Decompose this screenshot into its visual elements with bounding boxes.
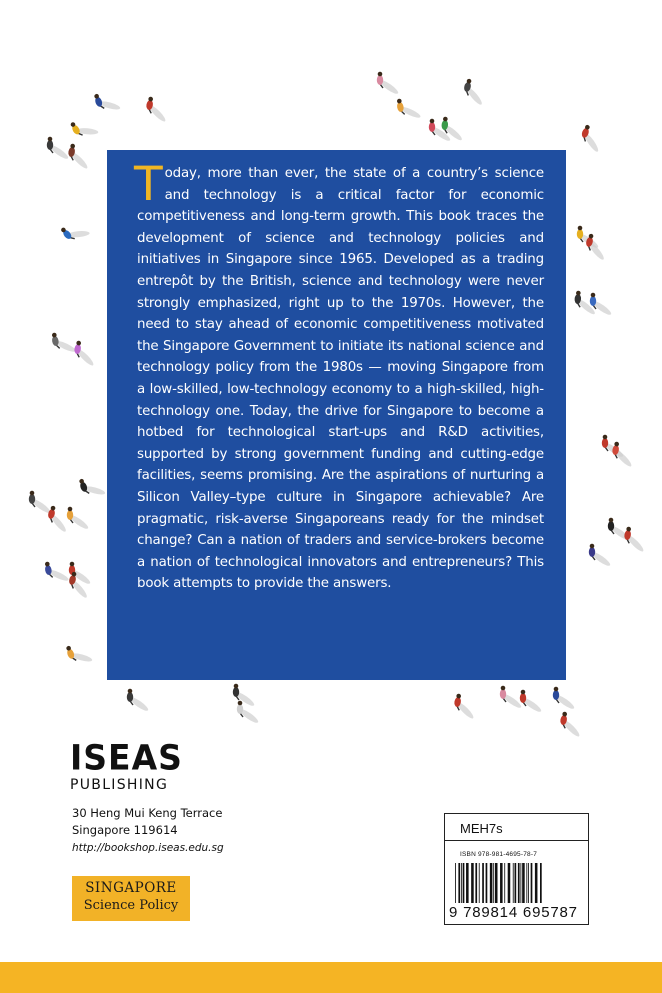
- walking-person-figure: [72, 340, 99, 368]
- walking-person-figure: [59, 215, 92, 248]
- barcode-bar: [486, 863, 488, 903]
- walking-person-figure: [78, 472, 108, 502]
- barcode-bar: [466, 863, 469, 903]
- barcode-bar: [520, 863, 521, 903]
- walking-person-figure: [377, 72, 400, 96]
- walking-person-figure: [396, 95, 423, 123]
- barcode-bar: [531, 863, 533, 903]
- barcode-bar: [535, 863, 538, 903]
- barcode-bar: [493, 863, 494, 903]
- barcode-bar: [463, 863, 465, 903]
- series-label-line-2: Science Policy: [83, 898, 179, 913]
- walking-person-figure: [233, 684, 256, 708]
- walking-person-figure: [65, 639, 95, 669]
- barcode-bar: [518, 863, 520, 903]
- barcode-graphic: [453, 863, 583, 903]
- barcode-bar: [526, 863, 527, 903]
- walking-person-figure: [452, 693, 479, 721]
- barcode-bar: [490, 863, 493, 903]
- drop-cap-letter: T: [134, 157, 163, 212]
- publisher-logo: [70, 736, 183, 810]
- isbn-barcode-box: [444, 813, 589, 925]
- barcode-bar: [482, 863, 484, 903]
- logo-subtitle: PUBLISHING: [70, 777, 169, 793]
- walking-person-figure: [622, 526, 649, 554]
- logo-wordmark: ISEAS: [70, 736, 183, 778]
- series-label: [72, 876, 190, 921]
- barcode-divider: [445, 840, 588, 841]
- walking-person-figure: [69, 113, 101, 145]
- barcode-digits: 9 789814 695787: [449, 904, 578, 921]
- address-line-1: 30 Heng Mui Keng Terrace: [72, 806, 223, 820]
- walking-person-figure: [520, 690, 543, 714]
- blurb-panel: [107, 150, 566, 680]
- walking-person-figure: [589, 544, 612, 568]
- barcode-bar: [500, 863, 503, 903]
- walking-person-figure: [29, 491, 52, 515]
- walking-person-figure: [577, 124, 607, 154]
- publisher-address: [72, 805, 222, 839]
- address-line-2: Singapore 119614: [72, 823, 178, 837]
- barcode-bar: [508, 863, 511, 903]
- walking-person-figure: [93, 87, 123, 117]
- isbn-number: ISBN 978-981-4695-78-7: [460, 851, 538, 858]
- walking-person-figure: [67, 507, 90, 531]
- barcode-bar: [522, 863, 525, 903]
- publisher-website: http://bookshop.iseas.edu.sg: [72, 842, 224, 854]
- barcode-bar: [540, 863, 542, 903]
- walking-person-figure: [51, 329, 78, 357]
- barcode-bar: [471, 863, 474, 903]
- walking-person-figure: [500, 686, 523, 710]
- walking-person-figure: [553, 687, 576, 711]
- walking-person-figure: [66, 143, 93, 171]
- product-code: MEH7s: [460, 821, 503, 836]
- barcode-bar: [495, 863, 498, 903]
- series-label-line-1: SINGAPORE: [85, 880, 177, 896]
- barcode-bar: [475, 863, 477, 903]
- walking-person-figure: [127, 689, 150, 713]
- walking-person-figure: [44, 558, 71, 586]
- walking-person-figure: [47, 137, 70, 161]
- barcode-bar: [515, 863, 517, 903]
- walking-person-figure: [610, 441, 637, 469]
- barcode-bar: [461, 863, 462, 903]
- barcode-bar: [504, 863, 505, 903]
- barcode-bar: [513, 863, 514, 903]
- barcode-bar: [458, 863, 460, 903]
- barcode-bar: [455, 863, 456, 903]
- blurb-body: oday, more than ever, the state of a country’s science and technology is a critical factor for economic competitiveness and long-term growth. This book traces the development of science and technology policies and initiatives in Singapore since 1965. Developed as a trading entrepôt by the British, science and technology were never strongly emphasized, right up to the 1970s. However, the need to stay ahead of economic competitiveness motivated the Singapore Government to initiate its national science and technology policy from the 1980s — moving Singapore from a low-skilled, low-technology economy to a high-skilled, high-technology one. Today, the drive for Singapore to become a hotbed for technological start-ups and R&D activities, supported by strong government funding and cutting-edge facilities, seems promising. Are the aspirations of nurturing a Silicon Valley–type culture in Singapore achievable? Are pragmatic, risk-averse Singaporeans ready for the mindset change? Can a nation of traders and service-brokers become a nation of technological innovators and entrepreneurs? This book attempts to provide the answers.: [137, 166, 544, 592]
- walking-person-figure: [460, 78, 488, 107]
- blurb-text: [134, 157, 544, 595]
- barcode-bar: [528, 863, 529, 903]
- walking-person-figure: [144, 96, 171, 124]
- bottom-color-band: [0, 962, 662, 993]
- walking-person-figure: [558, 711, 585, 739]
- barcode-bar: [479, 863, 480, 903]
